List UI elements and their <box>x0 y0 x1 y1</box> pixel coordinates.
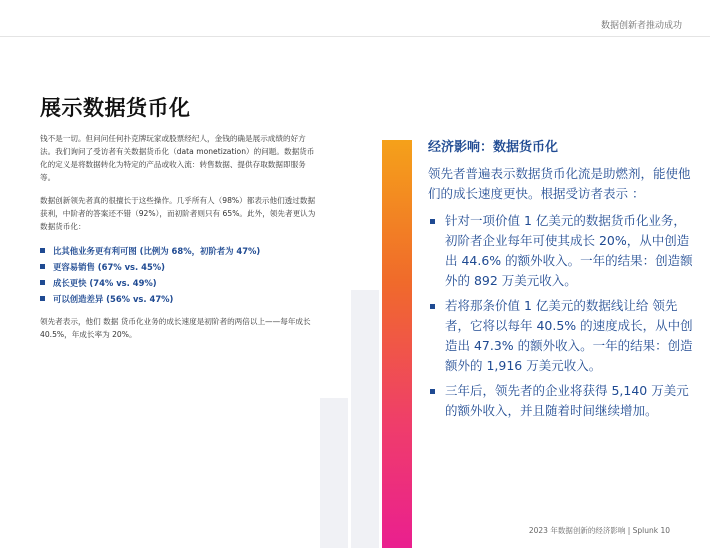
list-item-text: 针对一项价值 1 亿美元的数据货币化业务，初阶者企业每年可使其成长 20%，从中创造出 44.6% 的额外收入。一年的结果：创造额外的 892 万美元收入。 <box>445 213 693 288</box>
intro-paragraph: 钱不是一切。但问问任何扑克牌玩家或股票经纪人，金钱的确是展示成绩的好方法。我们询问了受访者有关数据货币化（data monetization）的问题。数据货币化的定义是将数据转化为特定的产品或收入流：转售数据、提供存取数据即服务等。 <box>40 134 315 182</box>
bullet-square-icon <box>40 296 45 301</box>
economic-impact-intro: 领先者普遍表示数据货币化流是助燃剂，能使他们的成长速度更快。根据受访者表示 ： <box>428 166 691 201</box>
page-footer: 2023 年数据创新的经济影响 | Splunk 10 <box>528 526 670 535</box>
left-column <box>40 92 316 351</box>
list-item <box>40 291 316 307</box>
decorative-gradient-bar <box>382 140 412 548</box>
list-item <box>428 211 694 291</box>
economic-impact-title: 经济影响：数据货币化 <box>428 140 559 155</box>
list-item <box>40 243 316 259</box>
list-item-text: 若将那条价值 1 亿美元的数据线让给 领先者，它将以每年 40.5% 的速度成长，从中创造出 47.3% 的额外收入。一年的结果：创造额外的 1,916 万美元收入。 <box>445 298 693 373</box>
bullet-square-icon <box>40 280 45 285</box>
list-item <box>428 296 694 376</box>
economic-impact-panel <box>428 136 694 426</box>
list-item <box>428 381 694 421</box>
bullet-square-icon <box>430 219 435 224</box>
list-item <box>40 275 316 291</box>
list-item-text: 可以创造差异 (56% vs. 47%) <box>53 294 174 304</box>
page-title: 展示数据货币化 <box>40 96 191 120</box>
bullet-square-icon <box>40 248 45 253</box>
bullet-square-icon <box>430 304 435 309</box>
list-item <box>40 259 316 275</box>
running-header: 数据创新者推动成功 <box>600 21 682 31</box>
decorative-bar-short <box>320 398 348 548</box>
list-item-text: 三年后，领先者的企业将获得 5,140 万美元的额外收入，并且随着时间继续增加。 <box>445 383 689 418</box>
monetization-benefits-list <box>40 243 316 307</box>
list-item-text: 成长更快 (74% vs. 49%) <box>53 278 157 288</box>
leaders-paragraph: 数据创新领先者真的很擅长于这些操作。几乎所有人（98%）都表示他们透过数据获利，中阶者的答案还不错（92%），而初阶者则只有 65%。此外，领先者更认为数据货币化： <box>40 196 316 231</box>
decorative-bar-medium <box>351 290 379 548</box>
header-divider <box>0 36 710 37</box>
bullet-square-icon <box>40 264 45 269</box>
list-item-text: 比其他业务更有利可图 (比例为 68%，初阶者为 47%) <box>53 246 261 256</box>
economic-impact-list <box>428 211 694 421</box>
growth-paragraph: 领先者表示，他们 数据 货币化业务的成长速度是初阶者的两倍以上——每年成长 40.5%，年成长率为 20%。 <box>40 317 311 339</box>
bullet-square-icon <box>430 389 435 394</box>
list-item-text: 更容易销售 (67% vs. 45%) <box>53 262 165 272</box>
